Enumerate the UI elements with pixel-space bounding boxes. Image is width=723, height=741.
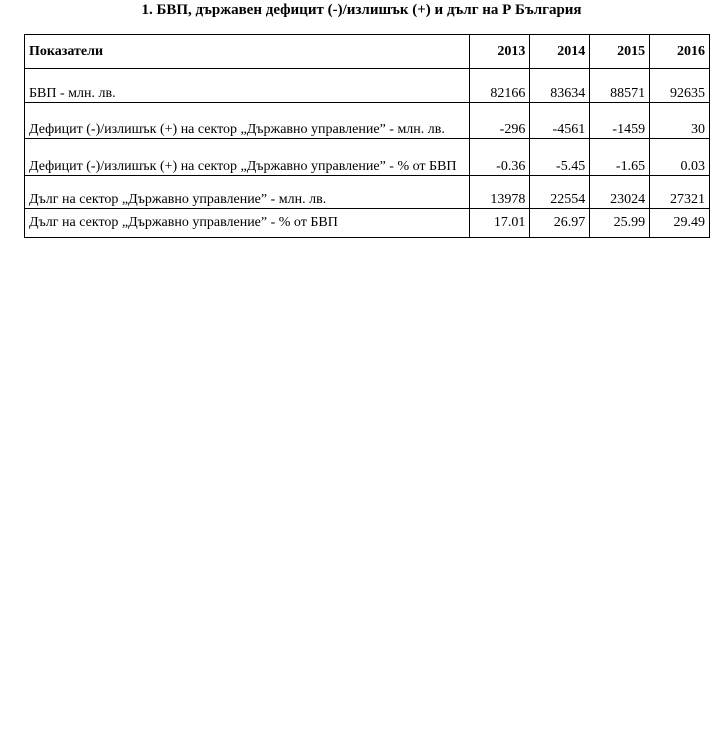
row-label: Дълг на сектор „Държавно управление” - % от БВП [25, 209, 470, 238]
table-row [25, 69, 710, 103]
table-row [25, 176, 710, 209]
header-year: 2013 [470, 35, 530, 69]
table-row [25, 139, 710, 176]
cell-value: -296 [470, 103, 530, 139]
cell-value: 22554 [530, 176, 590, 209]
cell-value: 29.49 [650, 209, 710, 238]
indicators-table [24, 34, 710, 238]
cell-value: 25.99 [590, 209, 650, 238]
cell-value: -1.65 [590, 139, 650, 176]
cell-value: 0.03 [650, 139, 710, 176]
cell-value: 92635 [650, 69, 710, 103]
cell-value: 26.97 [530, 209, 590, 238]
header-year: 2014 [530, 35, 590, 69]
header-year: 2016 [650, 35, 710, 69]
row-label: Дълг на сектор „Държавно управление” - млн. лв. [25, 176, 470, 209]
cell-value: 30 [650, 103, 710, 139]
cell-value: 83634 [530, 69, 590, 103]
cell-value: -1459 [590, 103, 650, 139]
table-header-row [25, 35, 710, 69]
header-year: 2015 [590, 35, 650, 69]
cell-value: 13978 [470, 176, 530, 209]
cell-value: 82166 [470, 69, 530, 103]
row-label: Дефицит (-)/излишък (+) на сектор „Държавно управление” - % от БВП [25, 139, 470, 176]
table-row [25, 209, 710, 238]
page-title: 1. БВП, държавен дефицит (-)/излишък (+) и дълг на Р България [141, 2, 582, 18]
cell-value: -0.36 [470, 139, 530, 176]
cell-value: 17.01 [470, 209, 530, 238]
row-label: БВП - млн. лв. [25, 69, 470, 103]
header-indicators: Показатели [25, 35, 470, 69]
table-row [25, 103, 710, 139]
cell-value: 27321 [650, 176, 710, 209]
cell-value: 23024 [590, 176, 650, 209]
cell-value: 88571 [590, 69, 650, 103]
cell-value: -4561 [530, 103, 590, 139]
row-label: Дефицит (-)/излишък (+) на сектор „Държавно управление” - млн. лв. [25, 103, 470, 139]
cell-value: -5.45 [530, 139, 590, 176]
